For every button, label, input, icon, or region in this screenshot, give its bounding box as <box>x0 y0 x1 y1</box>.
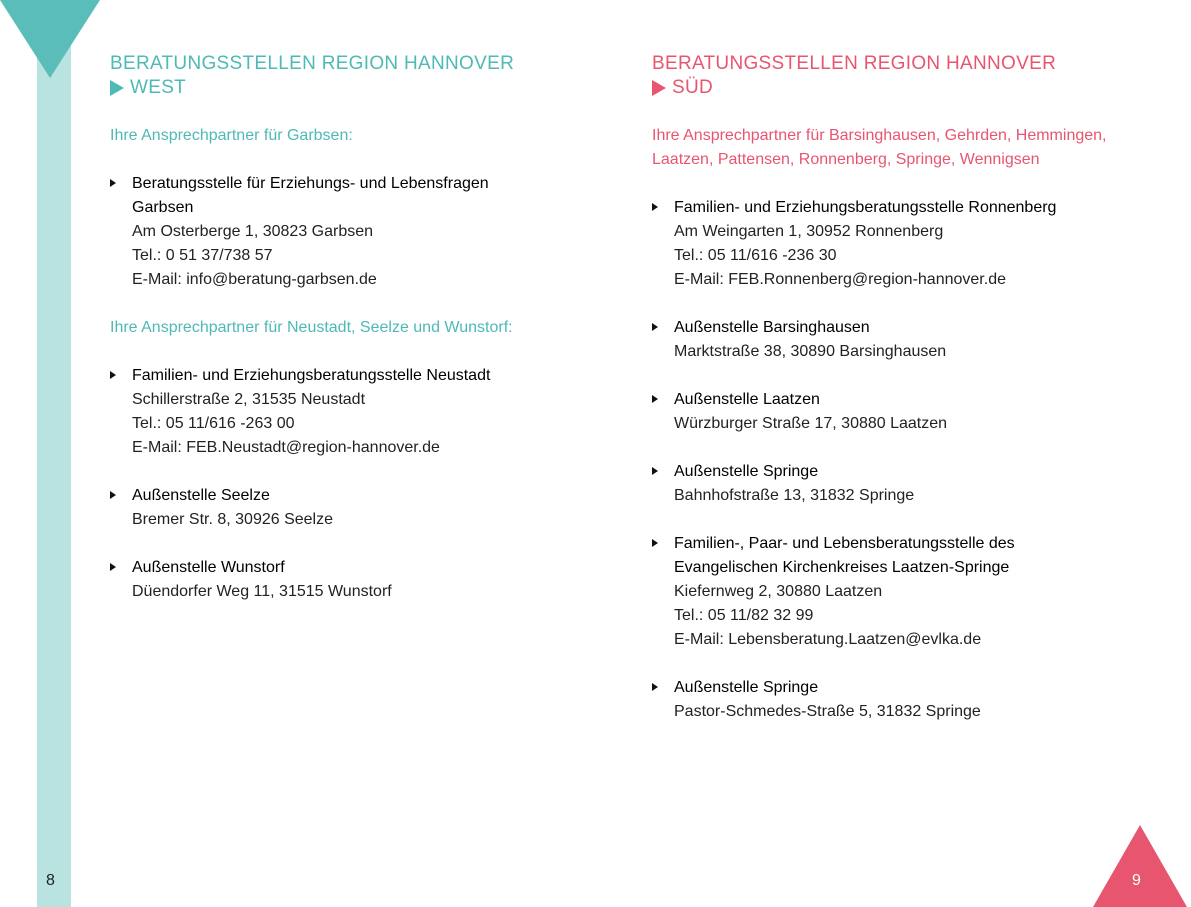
play-arrow-icon <box>652 80 666 96</box>
play-arrow-icon <box>110 80 124 96</box>
sued-subheading: SÜD <box>652 76 1172 100</box>
email: E-Mail: FEB.Ronnenberg@region-hannover.de <box>674 271 1006 288</box>
email: E-Mail: Lebensberatung.Laatzen@evlka.de <box>674 631 982 648</box>
bullet-icon <box>652 539 658 547</box>
list-item: Außenstelle Laatzen Würzburger Straße 17, 30880 Laatzen <box>652 388 1172 436</box>
left-accent-bar <box>37 0 71 907</box>
west-subheading: WEST <box>110 76 580 100</box>
list-item: Außenstelle Seelze Bremer Str. 8, 30926 Seelze <box>110 484 580 532</box>
west-column <box>110 52 580 628</box>
bullet-icon <box>110 563 116 571</box>
list-item: Außenstelle Wunstorf Düendorfer Weg 11, 31515 Wunstorf <box>110 556 580 604</box>
bullet-icon <box>652 395 658 403</box>
bullet-icon <box>110 179 116 187</box>
list-item: Beratungsstelle für Erziehungs- und Lebensfragen Garbsen Am Osterberge 1, 30823 Garbsen Tel.: 0 51 37/738 57 E-Mail: info@beratung-garbsen.de <box>110 172 580 292</box>
sued-column <box>652 52 1172 748</box>
bullet-icon <box>652 467 658 475</box>
sued-heading-title: BERATUNGSSTELLEN REGION HANNOVER <box>652 53 1057 74</box>
list-item: Außenstelle Springe Pastor-Schmedes-Straße 5, 31832 Springe <box>652 676 1172 724</box>
bullet-icon <box>110 491 116 499</box>
email: E-Mail: info@beratung-garbsen.de <box>132 271 377 288</box>
list-item: Außenstelle Barsinghausen Marktstraße 38, 30890 Barsinghausen <box>652 316 1172 364</box>
list-item: Familien- und Erziehungsberatungsstelle Neustadt Schillerstraße 2, 31535 Neustadt Tel.: 05 11/616 -263 00 E-Mail: FEB.Neustadt@region-hannover.de <box>110 364 580 460</box>
bullet-icon <box>652 323 658 331</box>
west-heading-title: BERATUNGSSTELLEN REGION HANNOVER <box>110 53 515 74</box>
email: E-Mail: FEB.Neustadt@region-hannover.de <box>132 439 440 456</box>
list-item: Außenstelle Springe Bahnhofstraße 13, 31832 Springe <box>652 460 1172 508</box>
west-heading <box>110 52 580 100</box>
page-number-right: 9 <box>1132 872 1141 889</box>
bullet-icon <box>652 683 658 691</box>
bullet-icon <box>110 371 116 379</box>
pink-triangle-decoration <box>1093 825 1187 907</box>
sued-heading <box>652 52 1172 100</box>
west-intro-garbsen: Ihre Ansprechpartner für Garbsen: <box>110 127 353 144</box>
page-number-left: 8 <box>46 872 55 889</box>
teal-triangle-decoration <box>0 0 100 100</box>
list-item: Familien-, Paar- und Lebensberatungsstelle des Evangelischen Kirchenkreises Laatzen-Springe Kiefernweg 2, 30880 Laatzen Tel.: 05 11/82 32 99 E-Mail: Lebensberatung.Laatzen@evlka.de <box>652 532 1172 652</box>
list-item: Familien- und Erziehungsberatungsstelle Ronnenberg Am Weingarten 1, 30952 Ronnenberg Tel.: 05 11/616 -236 30 E-Mail: FEB.Ronnenberg@region-hannover.de <box>652 196 1172 292</box>
sued-intro: Ihre Ansprechpartner für Barsinghausen, Gehrden, Hemmingen, Laatzen, Pattensen, Ronnenberg, Springe, Wennigsen <box>652 127 1107 168</box>
bullet-icon <box>652 203 658 211</box>
west-intro-neustadt: Ihre Ansprechpartner für Neustadt, Seelze und Wunstorf: <box>110 319 513 336</box>
